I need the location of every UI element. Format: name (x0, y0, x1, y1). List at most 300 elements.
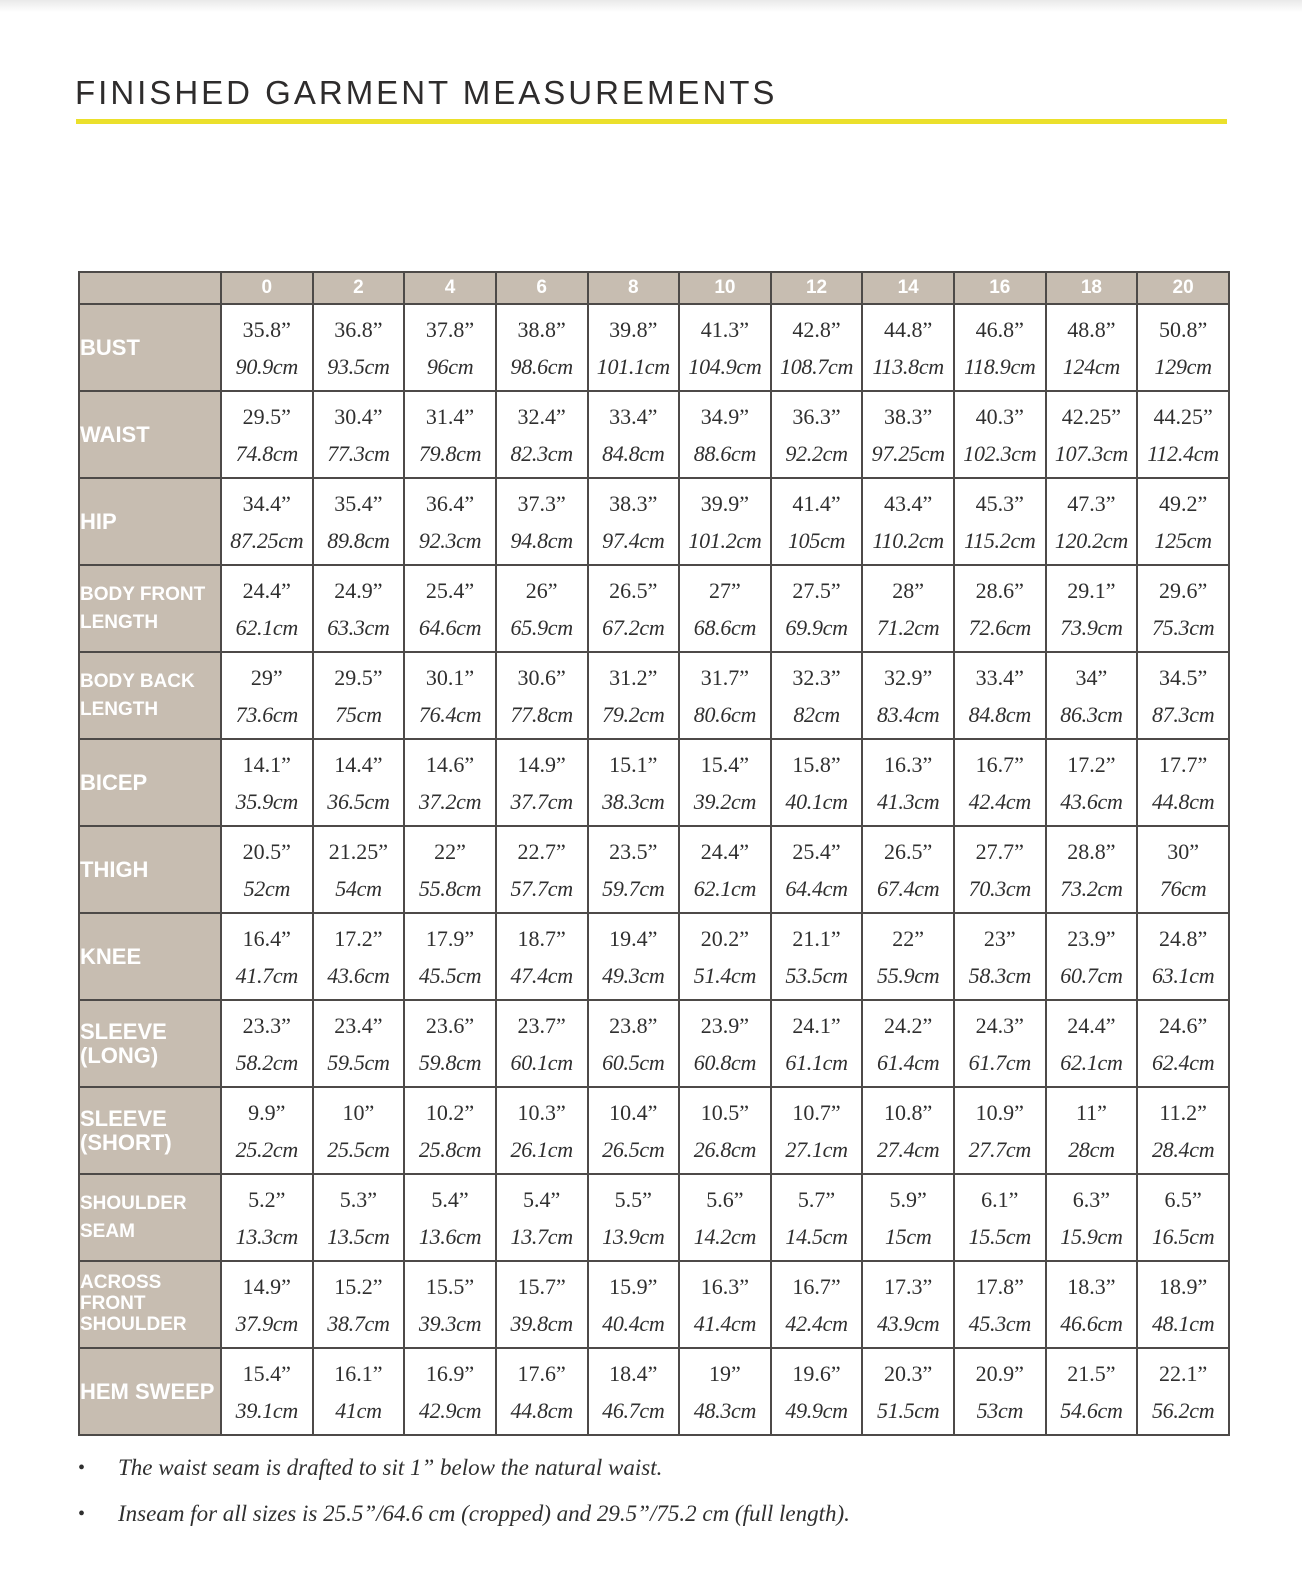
measurement-cell (313, 1000, 405, 1087)
inch-value: 11” (1075, 1099, 1107, 1125)
inch-value: 15.7” (517, 1273, 566, 1299)
inch-value: 38.3” (884, 403, 933, 429)
cm-value: 26.5cm (602, 1136, 665, 1162)
inch-value: 22.7” (517, 838, 566, 864)
measurement-cell (496, 478, 588, 565)
measurement-cell (679, 739, 771, 826)
inch-value: 23.6” (425, 1012, 475, 1038)
cm-value: 79.2cm (602, 701, 665, 727)
size-header-cell: 8 (588, 272, 680, 304)
measurement-cell (496, 652, 588, 739)
measurement-cell (771, 1174, 863, 1261)
cm-value: 59.7cm (602, 875, 665, 901)
measurement-cell (313, 478, 405, 565)
inch-value: 20.3” (884, 1360, 933, 1386)
measurement-cell (1137, 652, 1229, 739)
measurement-cell (679, 1348, 771, 1435)
cm-value: 62.1cm (693, 875, 757, 901)
row-label: BUST (79, 304, 221, 391)
cm-value: 35.9cm (235, 788, 298, 814)
inch-value: 49.2” (1158, 490, 1208, 516)
size-header-cell: 18 (1046, 272, 1138, 304)
cm-value: 63.3cm (327, 614, 390, 640)
cm-value: 26.1cm (510, 1136, 573, 1162)
inch-value: 5.4” (523, 1186, 561, 1212)
cm-value: 83.4cm (877, 701, 940, 727)
inch-value: 21.5” (1067, 1360, 1116, 1386)
cm-value: 27.4cm (877, 1136, 940, 1162)
inch-value: 23.9” (1067, 925, 1116, 951)
corner-cell (79, 272, 221, 304)
inch-value: 17.3” (884, 1273, 933, 1299)
measurement-cell (221, 1000, 313, 1087)
measurement-cell (862, 1348, 954, 1435)
inch-value: 24.8” (1158, 925, 1208, 951)
inch-value: 29.5” (242, 403, 291, 429)
measurement-cell (496, 826, 588, 913)
inch-value: 15.9” (609, 1273, 658, 1299)
inch-value: 6.1” (981, 1186, 1019, 1212)
bullet-icon: • (78, 1503, 86, 1525)
cm-value: 113.8cm (872, 353, 944, 379)
cm-value: 82.3cm (510, 440, 573, 466)
inch-value: 15.1” (609, 751, 658, 777)
inch-value: 21.25” (328, 838, 389, 864)
inch-value: 9.9” (248, 1099, 286, 1125)
measurement-cell (496, 304, 588, 391)
cm-value: 61.4cm (877, 1049, 940, 1075)
table-row (79, 478, 1229, 565)
inch-value: 23.4” (334, 1012, 383, 1038)
inch-value: 34” (1075, 664, 1108, 690)
cm-value: 41.3cm (877, 788, 940, 814)
inch-value: 46.8” (975, 316, 1024, 342)
row-label: KNEE (79, 913, 221, 1000)
inch-value: 34.4” (242, 490, 291, 516)
notes-list (78, 1448, 1228, 1540)
inch-value: 15.2” (334, 1273, 383, 1299)
measurement-cell (679, 1000, 771, 1087)
inch-value: 23.9” (700, 1012, 750, 1038)
measurement-cell (862, 739, 954, 826)
measurement-cell (954, 1261, 1046, 1348)
inch-value: 45.3” (975, 490, 1024, 516)
inch-value: 35.8” (242, 316, 291, 342)
bullet-icon: • (78, 1457, 86, 1479)
cm-value: 25.8cm (418, 1136, 482, 1162)
measurement-cell (404, 304, 496, 391)
measurement-cell (954, 478, 1046, 565)
inch-value: 30.1” (425, 664, 475, 690)
measurement-cell (496, 1261, 588, 1348)
cm-value: 53cm (976, 1397, 1024, 1423)
measurement-cell (588, 739, 680, 826)
measurement-cell (1137, 1174, 1229, 1261)
inch-value: 34.9” (700, 403, 750, 429)
measurement-cell (313, 391, 405, 478)
cm-value: 62.1cm (1060, 1049, 1123, 1075)
measurement-cell (1137, 478, 1229, 565)
measurement-cell (954, 1348, 1046, 1435)
inch-value: 31.7” (700, 664, 750, 690)
measurement-cell (221, 478, 313, 565)
cm-value: 56.2cm (1151, 1397, 1215, 1423)
cm-value: 64.4cm (785, 875, 848, 901)
measurement-cell (1137, 739, 1229, 826)
table-row (79, 1348, 1229, 1435)
cm-value: 13.9cm (602, 1223, 665, 1249)
inch-value: 19.4” (609, 925, 658, 951)
measurement-cell (954, 565, 1046, 652)
cm-value: 105cm (787, 527, 846, 553)
cm-value: 27.7cm (968, 1136, 1031, 1162)
measurement-cell (862, 1174, 954, 1261)
inch-value: 17.6” (517, 1360, 566, 1386)
cm-value: 88.6cm (693, 440, 757, 466)
measurement-cell (313, 1174, 405, 1261)
row-label: BICEP (79, 739, 221, 826)
inch-value: 23.3” (242, 1012, 291, 1038)
cm-value: 76.4cm (418, 701, 482, 727)
measurement-cell (771, 1348, 863, 1435)
inch-value: 27.7” (975, 838, 1024, 864)
cm-value: 39.3cm (418, 1310, 482, 1336)
cm-value: 118.9cm (964, 353, 1036, 379)
inch-value: 22” (434, 838, 466, 864)
inch-value: 26.5” (884, 838, 933, 864)
cm-value: 60.5cm (602, 1049, 665, 1075)
cm-value: 44.8cm (510, 1397, 573, 1423)
cm-value: 101.2cm (688, 527, 762, 553)
measurement-cell (313, 739, 405, 826)
cm-value: 63.1cm (1151, 962, 1215, 988)
cm-value: 64.6cm (418, 614, 482, 640)
measurement-cell (1046, 739, 1138, 826)
measurement-cell (496, 1087, 588, 1174)
measurement-cell (588, 1174, 680, 1261)
measurement-cell (679, 565, 771, 652)
inch-value: 20.9” (975, 1360, 1024, 1386)
measurement-cell (679, 1174, 771, 1261)
table-row (79, 565, 1229, 652)
row-label: SLEEVE (SHORT) (79, 1087, 221, 1174)
inch-value: 14.6” (425, 751, 475, 777)
inch-value: 5.3” (339, 1186, 378, 1212)
measurement-cell (313, 652, 405, 739)
measurement-cell (404, 1261, 496, 1348)
table-row (79, 304, 1229, 391)
measurement-cell (1046, 565, 1138, 652)
inch-value: 29.5” (334, 664, 383, 690)
row-label: THIGH (79, 826, 221, 913)
measurement-cell (1046, 1261, 1138, 1348)
inch-value: 16.3” (884, 751, 933, 777)
measurement-cell (679, 391, 771, 478)
measurement-cell (1137, 391, 1229, 478)
size-header-cell: 12 (771, 272, 863, 304)
measurement-cell (588, 565, 680, 652)
cm-value: 42.4cm (785, 1310, 848, 1336)
inch-value: 24.4” (700, 838, 750, 864)
inch-value: 19.6” (792, 1360, 841, 1386)
cm-value: 38.7cm (327, 1310, 390, 1336)
cm-value: 74.8cm (235, 440, 298, 466)
cm-value: 87.3cm (1151, 701, 1215, 727)
measurement-cell (221, 1087, 313, 1174)
row-label: HIP (79, 478, 221, 565)
measurement-cell (1046, 391, 1138, 478)
measurement-cell (771, 826, 863, 913)
measurement-cell (588, 652, 680, 739)
measurement-cell (588, 478, 680, 565)
inch-value: 28” (892, 577, 925, 603)
inch-value: 16.3” (700, 1273, 750, 1299)
cm-value: 61.7cm (968, 1049, 1031, 1075)
inch-value: 41.3” (700, 316, 750, 342)
measurement-table (78, 271, 1230, 1436)
cm-value: 39.8cm (510, 1310, 573, 1336)
measurement-cell (313, 565, 405, 652)
inch-value: 18.4” (609, 1360, 658, 1386)
inch-value: 24.4” (242, 577, 291, 603)
inch-value: 16.7” (792, 1273, 841, 1299)
inch-value: 23.8” (609, 1012, 658, 1038)
measurement-cell (404, 739, 496, 826)
inch-value: 34.5” (1158, 664, 1208, 690)
measurement-cell (496, 1174, 588, 1261)
measurement-cell (954, 739, 1046, 826)
inch-value: 28.6” (975, 577, 1024, 603)
measurement-cell (221, 391, 313, 478)
measurement-cell (313, 1087, 405, 1174)
cm-value: 55.8cm (418, 875, 482, 901)
cm-value: 49.9cm (785, 1397, 848, 1423)
measurement-cell (1046, 304, 1138, 391)
measurement-cell (771, 391, 863, 478)
inch-value: 22.1” (1158, 1360, 1208, 1386)
measurement-cell (771, 652, 863, 739)
cm-value: 102.3cm (963, 440, 1037, 466)
inch-value: 31.2” (609, 664, 658, 690)
measurement-cell (954, 1087, 1046, 1174)
cm-value: 15.9cm (1060, 1223, 1123, 1249)
inch-value: 10.9” (975, 1099, 1024, 1125)
cm-value: 58.3cm (968, 962, 1031, 988)
cm-value: 82cm (793, 701, 840, 727)
inch-value: 23.7” (517, 1012, 566, 1038)
size-header-cell: 2 (313, 272, 405, 304)
cm-value: 48.1cm (1151, 1310, 1215, 1336)
cm-value: 80.6cm (693, 701, 757, 727)
inch-value: 27” (709, 577, 741, 603)
inch-value: 17.9” (425, 925, 475, 951)
measurement-cell (588, 826, 680, 913)
cm-value: 104.9cm (688, 353, 762, 379)
cm-value: 16.5cm (1151, 1223, 1215, 1249)
measurement-cell (404, 826, 496, 913)
inch-value: 18.3” (1067, 1273, 1116, 1299)
inch-value: 42.8” (792, 316, 841, 342)
cm-value: 67.2cm (602, 614, 665, 640)
measurement-cell (862, 478, 954, 565)
measurement-cell (588, 391, 680, 478)
measurement-cell (1046, 478, 1138, 565)
cm-value: 73.6cm (235, 701, 298, 727)
measurement-cell (496, 1348, 588, 1435)
cm-value: 14.5cm (785, 1223, 848, 1249)
cm-value: 59.5cm (327, 1049, 390, 1075)
measurement-cell (588, 1000, 680, 1087)
inch-value: 18.7” (517, 925, 566, 951)
size-header-cell: 4 (404, 272, 496, 304)
measurement-cell (404, 1087, 496, 1174)
cm-value: 25.2cm (235, 1136, 298, 1162)
measurement-cell (862, 565, 954, 652)
inch-value: 39.9” (700, 490, 750, 516)
inch-value: 14.9” (242, 1273, 291, 1299)
inch-value: 32.9” (884, 664, 933, 690)
measurement-cell (862, 304, 954, 391)
cm-value: 28.4cm (1151, 1136, 1215, 1162)
inch-value: 48.8” (1067, 316, 1116, 342)
cm-value: 13.7cm (510, 1223, 573, 1249)
inch-value: 24.1” (792, 1012, 841, 1038)
measurement-cell (862, 1261, 954, 1348)
inch-value: 20.2” (700, 925, 750, 951)
inch-value: 24.6” (1158, 1012, 1208, 1038)
cm-value: 37.9cm (235, 1310, 298, 1336)
cm-value: 45.5cm (418, 962, 482, 988)
inch-value: 22” (892, 925, 925, 951)
inch-value: 20.5” (242, 838, 291, 864)
inch-value: 10.2” (425, 1099, 475, 1125)
cm-value: 47.4cm (510, 962, 573, 988)
cm-value: 41cm (335, 1397, 382, 1423)
inch-value: 21.1” (792, 925, 841, 951)
cm-value: 125cm (1154, 527, 1212, 553)
cm-value: 40.4cm (602, 1310, 665, 1336)
inch-value: 19” (709, 1360, 741, 1386)
cm-value: 61.1cm (785, 1049, 848, 1075)
inch-value: 6.5” (1164, 1186, 1202, 1212)
inch-value: 5.6” (706, 1186, 744, 1212)
row-label: ACROSS FRONT SHOULDER (79, 1261, 221, 1348)
measurement-cell (313, 913, 405, 1000)
inch-value: 5.9” (889, 1186, 927, 1212)
measurement-cell (679, 1087, 771, 1174)
measurement-cell (1137, 1348, 1229, 1435)
cm-value: 79.8cm (418, 440, 482, 466)
cm-value: 60.7cm (1060, 962, 1123, 988)
measurement-cell (588, 304, 680, 391)
measurement-cell (771, 478, 863, 565)
inch-value: 10.7” (792, 1099, 841, 1125)
inch-value: 14.9” (517, 751, 566, 777)
measurement-cell (862, 652, 954, 739)
cm-value: 15.5cm (968, 1223, 1031, 1249)
size-header-cell: 0 (221, 272, 313, 304)
measurement-cell (862, 1000, 954, 1087)
size-header-cell: 10 (679, 272, 771, 304)
cm-value: 72.6cm (968, 614, 1031, 640)
measurement-cell (404, 913, 496, 1000)
cm-value: 84.8cm (602, 440, 665, 466)
inch-value: 24.3” (975, 1012, 1024, 1038)
inch-value: 30.6” (517, 664, 566, 690)
measurement-cell (1046, 1348, 1138, 1435)
cm-value: 13.5cm (327, 1223, 390, 1249)
measurement-cell (496, 1000, 588, 1087)
measurement-cell (588, 1348, 680, 1435)
inch-value: 44.8” (884, 316, 933, 342)
measurement-cell (221, 304, 313, 391)
measurement-cell (1046, 826, 1138, 913)
inch-value: 32.3” (792, 664, 841, 690)
inch-value: 28.8” (1067, 838, 1116, 864)
measurement-cell (862, 1087, 954, 1174)
measurement-cell (404, 1000, 496, 1087)
measurement-cell (1046, 1174, 1138, 1261)
measurement-cell (954, 913, 1046, 1000)
measurement-cell (496, 565, 588, 652)
cm-value: 97.4cm (602, 527, 665, 553)
measurement-cell (771, 1261, 863, 1348)
cm-value: 37.7cm (510, 788, 573, 814)
measurement-cell (679, 652, 771, 739)
cm-value: 41.4cm (693, 1310, 757, 1336)
table-row (79, 1261, 1229, 1348)
note-text: The waist seam is drafted to sit 1” below the natural waist. (118, 1455, 663, 1480)
cm-value: 77.8cm (510, 701, 573, 727)
cm-value: 101.1cm (596, 353, 670, 379)
measurement-cell (771, 913, 863, 1000)
inch-value: 36.4” (425, 490, 475, 516)
cm-value: 73.9cm (1060, 614, 1123, 640)
measurement-cell (679, 913, 771, 1000)
cm-value: 37.2cm (418, 788, 482, 814)
row-label: SLEEVE (LONG) (79, 1000, 221, 1087)
measurement-cell (679, 826, 771, 913)
cm-value: 59.8cm (418, 1049, 482, 1075)
row-label: SHOULDER SEAM (79, 1174, 221, 1261)
cm-value: 68.6cm (693, 614, 757, 640)
inch-value: 25.4” (792, 838, 841, 864)
cm-value: 41.7cm (235, 962, 298, 988)
cm-value: 124cm (1062, 353, 1121, 379)
table-row (79, 391, 1229, 478)
inch-value: 15.8” (792, 751, 841, 777)
measurement-cell (404, 391, 496, 478)
inch-value: 16.7” (975, 751, 1024, 777)
measurement-cell (404, 1174, 496, 1261)
measurement-cell (954, 1000, 1046, 1087)
measurement-cell (221, 739, 313, 826)
table-row (79, 1000, 1229, 1087)
inch-value: 17.2” (1067, 751, 1116, 777)
inch-value: 24.9” (334, 577, 383, 603)
note-item (78, 1448, 1228, 1494)
cm-value: 58.2cm (235, 1049, 298, 1075)
cm-value: 44.8cm (1151, 788, 1215, 814)
row-label: WAIST (79, 391, 221, 478)
inch-value: 15.4” (242, 1360, 291, 1386)
measurement-cell (1137, 565, 1229, 652)
cm-value: 27.1cm (785, 1136, 848, 1162)
cm-value: 15cm (884, 1223, 932, 1249)
cm-value: 69.9cm (785, 614, 848, 640)
measurement-cell (496, 739, 588, 826)
row-label: HEM SWEEP (79, 1348, 221, 1435)
